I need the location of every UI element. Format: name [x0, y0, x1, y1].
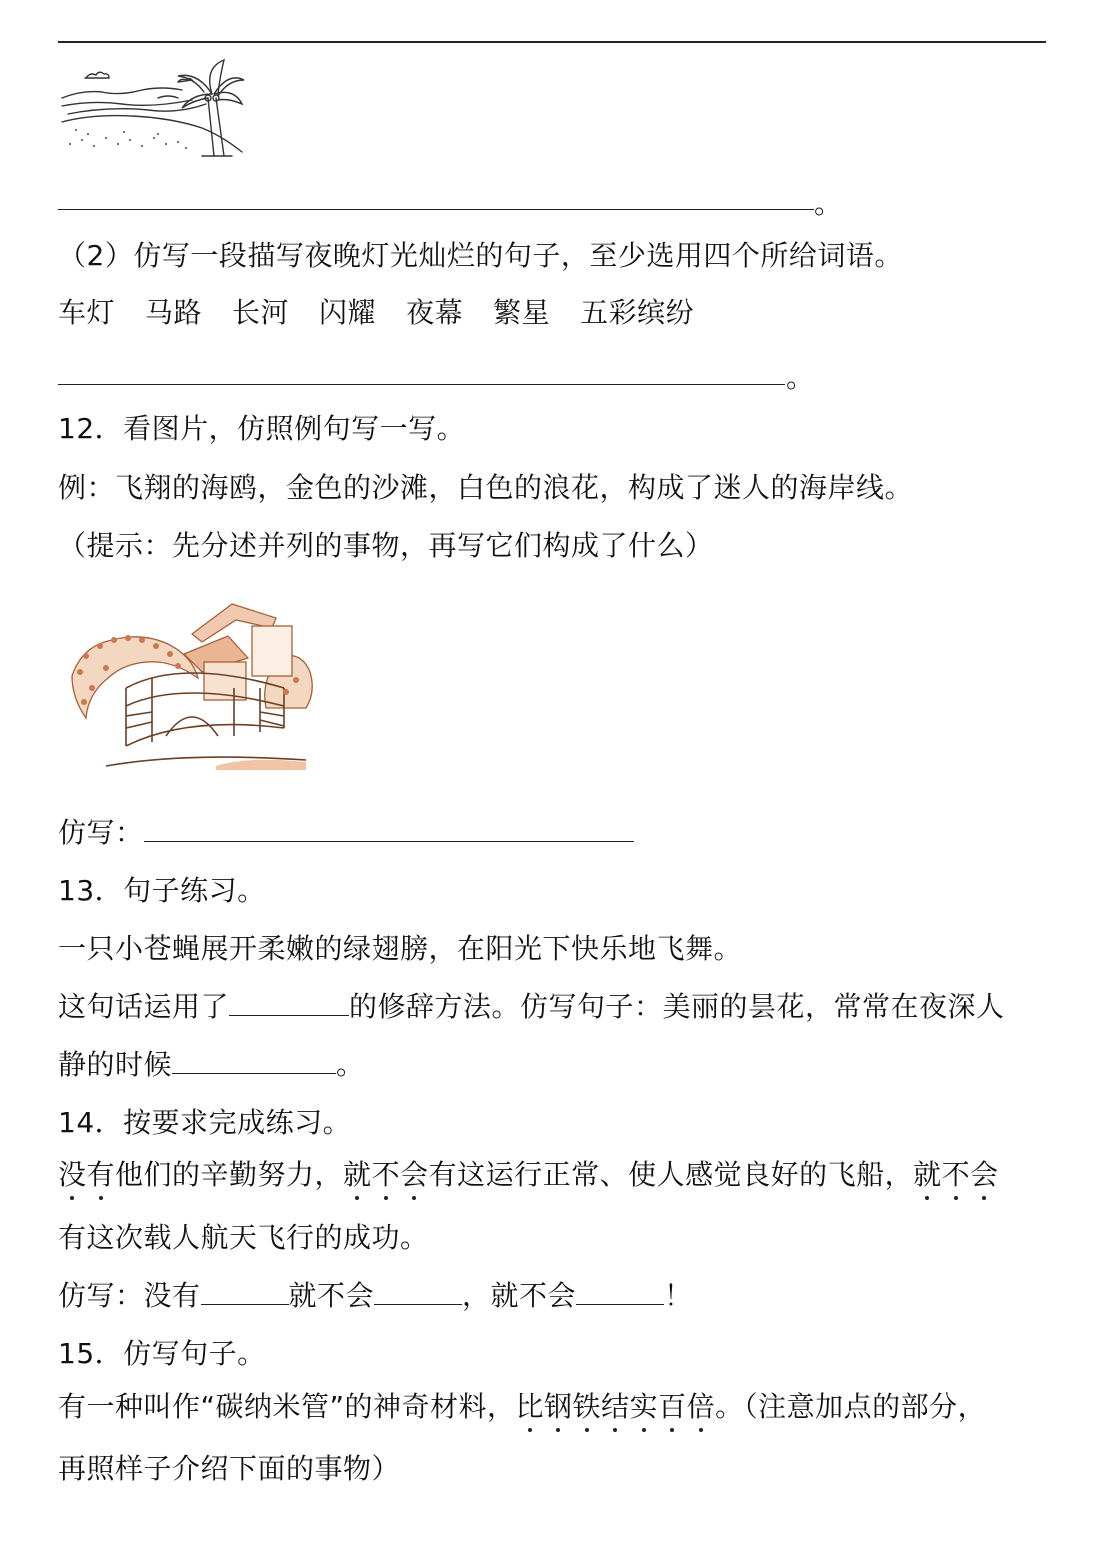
q14-text: 有这运行正常、使人感觉良好的飞船，: [428, 1158, 914, 1191]
word-item: 五彩缤纷: [580, 296, 695, 329]
q13-line2: [58, 1047, 365, 1083]
q14-blank-2[interactable]: [374, 1280, 462, 1305]
q12-title: 12．看图片，仿照例句写一写。: [58, 412, 466, 445]
dotted-char: 就: [913, 1158, 942, 1191]
q15-text: 有一种叫作“碳纳米管”的神奇材料，: [58, 1390, 516, 1423]
word-item: 闪耀: [319, 296, 377, 329]
beach-illustration: [58, 58, 246, 160]
q14-sentence-line1: [58, 1157, 999, 1193]
q13-line1: [58, 989, 1005, 1025]
word-item: 马路: [145, 296, 203, 329]
q12-hint: （提示：先分述并列的事物，再写它们构成了什么）: [58, 529, 714, 562]
q15-text: 。（注意加点的部分，: [715, 1390, 987, 1423]
dotted-char: 比: [515, 1390, 545, 1423]
word-item: 繁星: [493, 296, 551, 329]
dotted-char: 不: [371, 1158, 401, 1191]
dotted-char: 实: [629, 1390, 659, 1423]
dotted-char: 没: [58, 1158, 87, 1191]
dotted-char: 不: [941, 1158, 971, 1191]
word-item: 车灯: [58, 296, 116, 329]
q15-sentence-line1: [58, 1389, 986, 1425]
q12-answer-row: [58, 815, 634, 851]
q13-imitate-blank[interactable]: [172, 1049, 336, 1074]
q13-sentence: 一只小苍蝇展开柔嫩的绿翅膀，在阳光下快乐地飞舞。: [58, 932, 743, 965]
q11-1-answer-line[interactable]: [58, 209, 814, 210]
q15-sentence-line2: 再照样子介绍下面的事物）: [58, 1452, 401, 1485]
q14-imitate-text: ！: [664, 1279, 693, 1312]
q13-rhetoric-blank[interactable]: [229, 991, 349, 1016]
garden-bridge-illustration: [66, 596, 314, 772]
q14-sentence-line2: 有这次载人航天飞行的成功。: [58, 1221, 429, 1254]
q14-imitate-row: [58, 1278, 693, 1314]
dotted-char: 铁: [572, 1390, 602, 1423]
q13-line1-text-b: 的修辞方法。仿写句子：美丽的昙花，常常在夜深人: [349, 990, 1005, 1023]
q14-imitate-text: ，就不会: [462, 1279, 577, 1312]
word-item: 长河: [232, 296, 290, 329]
q14-blank-3[interactable]: [576, 1280, 664, 1305]
dotted-char: 就: [343, 1158, 372, 1191]
dotted-char: 百: [658, 1390, 687, 1423]
q15-title: 15．仿写句子。: [58, 1337, 266, 1370]
q14-blank-1[interactable]: [201, 1280, 289, 1305]
dotted-char: 结: [601, 1390, 630, 1423]
q14-text: 他们的辛勤努力，: [115, 1158, 344, 1191]
q14-title: 14．按要求完成练习。: [58, 1106, 352, 1139]
dotted-char: 倍: [686, 1390, 716, 1423]
dotted-char: 会: [970, 1158, 999, 1191]
q13-line2-text-a: 静的时候: [58, 1048, 173, 1081]
q12-answer-label: 仿写：: [58, 816, 144, 849]
q13-line1-text-a: 这句话运用了: [58, 990, 230, 1023]
q11-1-end: 。: [814, 187, 843, 220]
top-rule: [58, 41, 1046, 43]
q12-answer-blank[interactable]: [144, 817, 634, 842]
q12-example: 例：飞翔的海鸥，金色的沙滩，白色的浪花，构成了迷人的海岸线。: [58, 471, 914, 504]
q13-line2-text-b: 。: [336, 1048, 365, 1081]
q14-imitate-text: 就不会: [288, 1279, 375, 1312]
q11-2-answer-line[interactable]: [58, 384, 785, 385]
dotted-char: 有: [86, 1158, 116, 1191]
q11-2-prompt: （2）仿写一段描写夜晚灯光灿烂的句子，至少选用四个所给词语。: [58, 239, 903, 272]
q11-2-word-list: [58, 295, 724, 331]
q14-imitate-text: 仿写：没有: [58, 1279, 201, 1312]
q11-2-end: 。: [786, 361, 815, 394]
dotted-char: 钢: [544, 1390, 573, 1423]
q13-title: 13．句子练习。: [58, 874, 266, 907]
dotted-char: 会: [400, 1158, 429, 1191]
word-item: 夜幕: [406, 296, 464, 329]
